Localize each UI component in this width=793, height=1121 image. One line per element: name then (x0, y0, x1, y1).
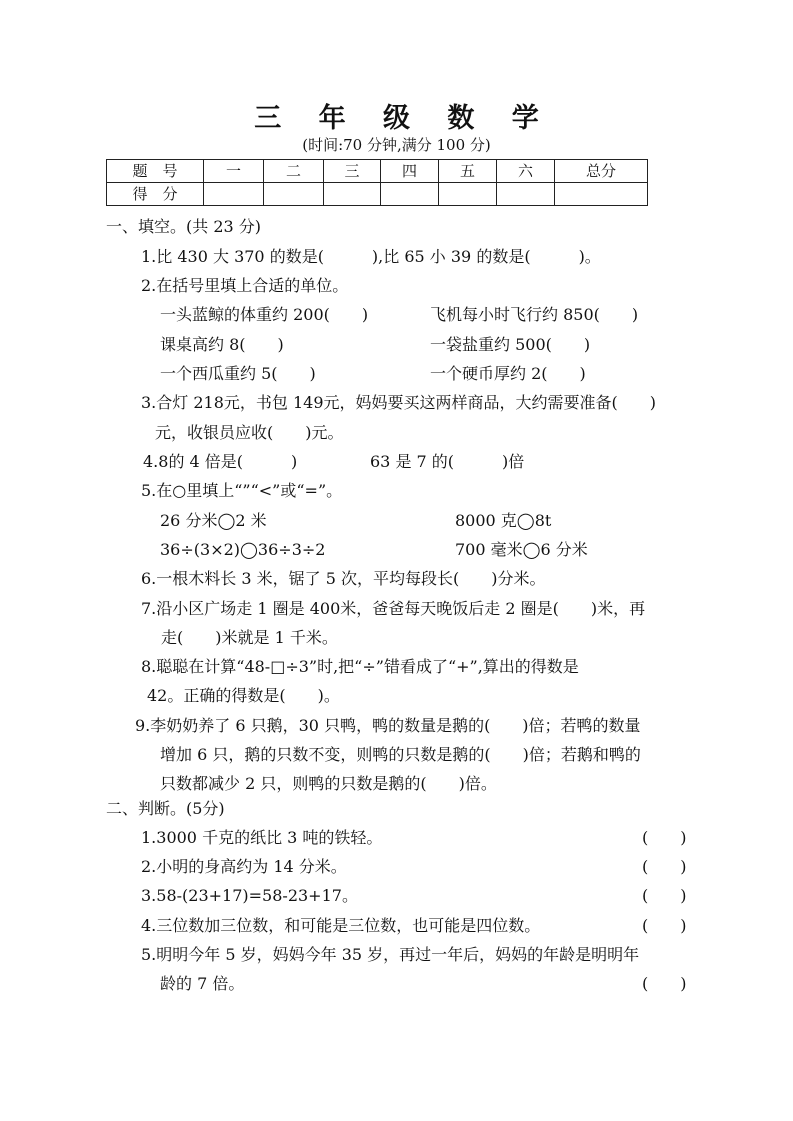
question-text: 7.沿小区广场走 1 圈是 400米，爸爸每天晚饭后走 2 圈是( )米，再 (141, 599, 646, 618)
question-text: 1.比 430 大 370 的数是( ),比 65 小 39 的数是( )。 (141, 247, 601, 266)
score-header-cell: 题 号 (107, 160, 204, 183)
unit-item: 课桌高约 8( ) (160, 335, 284, 354)
question-text: 5.在○里填上“”“<”或“=”。 (141, 481, 343, 500)
question-text: 增加 6 只，鹅的只数不变，则鸭的只数是鹅的( )倍；若鹅和鸭的 (160, 745, 641, 764)
score-header-cell: 五 (439, 160, 497, 183)
score-cell[interactable] (497, 183, 555, 206)
compare-item: 700 毫米◯6 分米 (455, 540, 588, 559)
unit-item: 一个西瓜重约 5( ) (160, 364, 316, 383)
exam-subtitle: (时间:70 分钟,满分 100 分) (302, 136, 491, 154)
page-title: 三 年 级 数 学 (254, 103, 553, 134)
score-cell[interactable] (204, 183, 264, 206)
question-text: 走( )米就是 1 千米。 (161, 628, 338, 647)
unit-item: 一头蓝鲸的体重约 200( ) (160, 305, 369, 324)
question-text: 2.在括号里填上合适的单位。 (141, 276, 349, 295)
question-text: 3.合灯 218元，书包 149元，妈妈要买这两样商品，大约需要准备( ) (141, 393, 657, 412)
judge-item: 4.三位数加三位数，和可能是三位数，也可能是四位数。 (141, 916, 541, 935)
score-header-cell: 二 (264, 160, 324, 183)
answer-blank[interactable]: ( ) (642, 857, 687, 876)
score-header-cell: 六 (497, 160, 555, 183)
score-cell[interactable] (264, 183, 324, 206)
section-heading: 一、填空。(共 23 分) (106, 217, 262, 236)
score-row-label: 得 分 (107, 183, 204, 206)
judge-item: 3.58-(23+17)=58-23+17。 (141, 886, 358, 905)
score-table-score-row (107, 183, 648, 206)
answer-blank[interactable]: ( ) (642, 974, 687, 993)
question-text: 63 是 7 的( )倍 (370, 452, 525, 471)
question-text: 8.聪聪在计算“48-□÷3”时,把“÷”错看成了“+”,算出的得数是 (141, 657, 579, 676)
section-heading: 二、判断。(5分) (106, 799, 225, 818)
judge-item: 龄的 7 倍。 (160, 974, 245, 993)
score-header-cell: 总分 (555, 160, 648, 183)
answer-blank[interactable]: ( ) (642, 916, 687, 935)
score-header-cell: 四 (381, 160, 439, 183)
question-text: 只数都减少 2 只，则鸭的只数是鹅的( )倍。 (160, 774, 497, 793)
score-cell[interactable] (439, 183, 497, 206)
judge-item: 1.3000 千克的纸比 3 吨的铁轻。 (141, 828, 383, 847)
score-cell[interactable] (381, 183, 439, 206)
answer-blank[interactable]: ( ) (642, 828, 687, 847)
score-table (106, 159, 648, 206)
compare-item: 26 分米◯2 米 (160, 511, 267, 530)
unit-item: 一个硬币厚约 2( ) (430, 364, 586, 383)
question-text: 元，收银员应收( )元。 (155, 423, 344, 442)
question-text: 42。正确的得数是( )。 (147, 686, 340, 705)
compare-item: 8000 克◯8t (455, 511, 552, 530)
answer-blank[interactable]: ( ) (642, 886, 687, 905)
score-cell[interactable] (324, 183, 381, 206)
score-header-cell: 一 (204, 160, 264, 183)
question-text: 9.李奶奶养了 6 只鹅，30 只鸭，鸭的数量是鹅的( )倍；若鸭的数量 (135, 716, 641, 735)
compare-item: 36÷(3×2)◯36÷3÷2 (160, 540, 326, 559)
score-cell[interactable] (555, 183, 648, 206)
question-text: 6.一根木料长 3 米，锯了 5 次，平均每段长( )分米。 (141, 569, 546, 588)
unit-item: 一袋盐重约 500( ) (430, 335, 591, 354)
judge-item: 2.小明的身高约为 14 分米。 (141, 857, 347, 876)
unit-item: 飞机每小时飞行约 850( ) (430, 305, 639, 324)
score-table-header-row (107, 160, 648, 183)
judge-item: 5.明明今年 5 岁，妈妈今年 35 岁，再过一年后，妈妈的年龄是明明年 (141, 945, 640, 964)
score-header-cell: 三 (324, 160, 381, 183)
question-text: 4.8的 4 倍是( ) (143, 452, 298, 471)
